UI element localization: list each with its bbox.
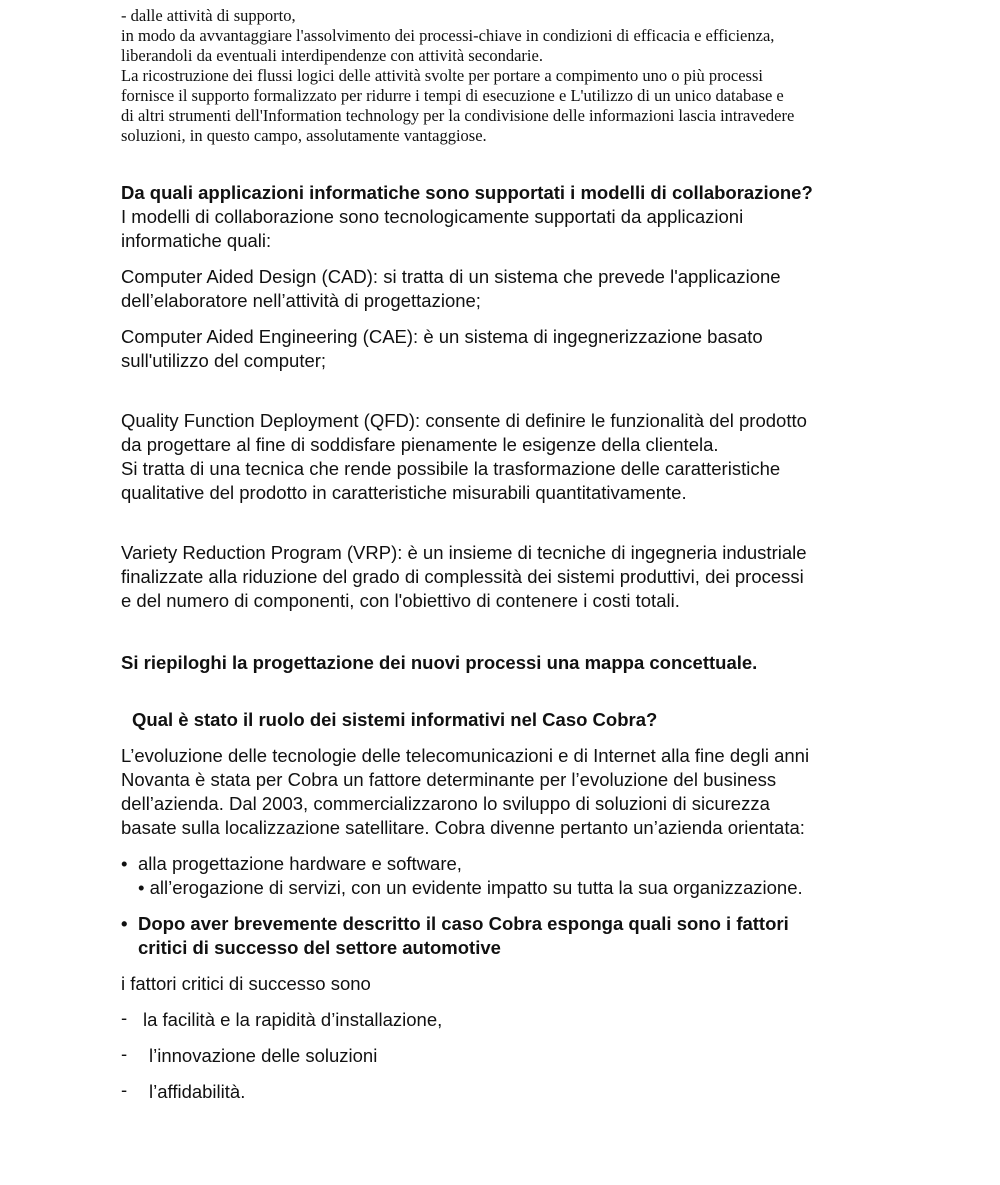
question-heading: Qual è stato il ruolo dei sistemi informativi nel Caso Cobra? xyxy=(132,709,658,730)
section-cobra-is-role xyxy=(121,708,891,900)
text-line: - dalle attività di supporto, xyxy=(121,6,296,25)
text-line: Variety Reduction Program (VRP): è un insieme di tecniche di ingegneria industriale xyxy=(121,542,807,563)
text-line: Computer Aided Design (CAD): si tratta di un sistema che prevede l'applicazione xyxy=(121,266,781,287)
list-item-text: • all’erogazione di servizi, con un evidente impatto su tutta la sua organizzazione. xyxy=(138,877,803,898)
qfd-paragraph xyxy=(121,409,891,505)
text-line: Novanta è stata per Cobra un fattore determinante per l’evoluzione del business xyxy=(121,769,777,790)
dash-mark: - xyxy=(121,1079,128,1100)
text-line: dell’azienda. Dal 2003, commercializzarono lo sviluppo di soluzioni di sicurezza xyxy=(121,793,770,814)
text-line: da progettare al fine di soddisfare pienamente le esigenze della clientela. xyxy=(121,434,719,455)
dash-mark: - xyxy=(121,1007,128,1028)
text-line: finalizzate alla riduzione del grado di complessità dei sistemi produttivi, dei processi xyxy=(121,566,804,587)
question-heading xyxy=(121,912,891,960)
question-heading: Da quali applicazioni informatiche sono supportati i modelli di collaborazione? xyxy=(121,182,813,203)
list-item xyxy=(121,852,891,900)
cae-paragraph xyxy=(121,325,891,373)
list-item xyxy=(121,1008,891,1032)
section-critical-factors xyxy=(121,912,891,1104)
list-item xyxy=(121,1044,891,1068)
vrp-paragraph xyxy=(121,541,891,613)
text-line: I modelli di collaborazione sono tecnologicamente supportati da applicazioni xyxy=(121,206,744,227)
text-line: informatiche quali: xyxy=(121,230,272,251)
bullet-mark: • xyxy=(121,913,128,934)
list-item-text: la facilità e la rapidità d’installazione, xyxy=(143,1009,443,1030)
text-line: fornisce il supporto formalizzato per ridurre i tempi di esecuzione e L'utilizzo di un unico database e xyxy=(121,86,784,105)
text-line: soluzioni, in questo campo, assolutamente vantaggiose. xyxy=(121,126,487,145)
text-line: in modo da avvantaggiare l'assolvimento dei processi-chiave in condizioni di efficacia e efficienza, xyxy=(121,26,775,45)
dash-mark: - xyxy=(121,1043,128,1064)
text-line: di altri strumenti dell'Information technology per la condivisione delle informazioni lascia intravedere xyxy=(121,106,795,125)
section-collaboration-apps xyxy=(121,181,891,613)
text-line: Dopo aver brevemente descritto il caso Cobra esponga quali sono i fattori xyxy=(138,913,789,934)
text-line: e del numero di componenti, con l'obiettivo di contenere i costi totali. xyxy=(121,590,680,611)
list-item-text: l’affidabilità. xyxy=(149,1081,246,1102)
text-line: Quality Function Deployment (QFD): consente di definire le funzionalità del prodotto xyxy=(121,410,807,431)
cad-paragraph xyxy=(121,265,891,313)
intro-paragraph xyxy=(121,6,891,146)
text-line: qualitative del prodotto in caratteristiche misurabili quantitativamente. xyxy=(121,482,687,503)
bullet-mark: • xyxy=(121,853,128,874)
document-page xyxy=(121,6,891,1104)
question-heading: Si riepiloghi la progettazione dei nuovi processi una mappa concettuale. xyxy=(121,652,758,673)
section-concept-map xyxy=(121,651,891,675)
text-line: liberandoli da eventuali interdipendenze con attività secondarie. xyxy=(121,46,543,65)
list-item xyxy=(121,1080,891,1104)
text-line: sull'utilizzo del computer; xyxy=(121,350,327,371)
text-line: L’evoluzione delle tecnologie delle telecomunicazioni e di Internet alla fine degli anni xyxy=(121,745,810,766)
text-line: La ricostruzione dei flussi logici delle attività svolte per portare a compimento uno o più processi xyxy=(121,66,763,85)
text-line: Si tratta di una tecnica che rende possibile la trasformazione delle caratteristiche xyxy=(121,458,781,479)
list-item-text: l’innovazione delle soluzioni xyxy=(149,1045,378,1066)
cobra-paragraph xyxy=(121,744,891,840)
text-line: basate sulla localizzazione satellitare. Cobra divenne pertanto un’azienda orientata: xyxy=(121,817,805,838)
text-line: critici di successo del settore automotive xyxy=(138,937,501,958)
text-line: Computer Aided Engineering (CAE): è un sistema di ingegnerizzazione basato xyxy=(121,326,763,347)
list-item-text: alla progettazione hardware e software, xyxy=(138,853,462,874)
text-line: dell’elaboratore nell’attività di progettazione; xyxy=(121,290,481,311)
factors-intro: i fattori critici di successo sono xyxy=(121,973,371,994)
